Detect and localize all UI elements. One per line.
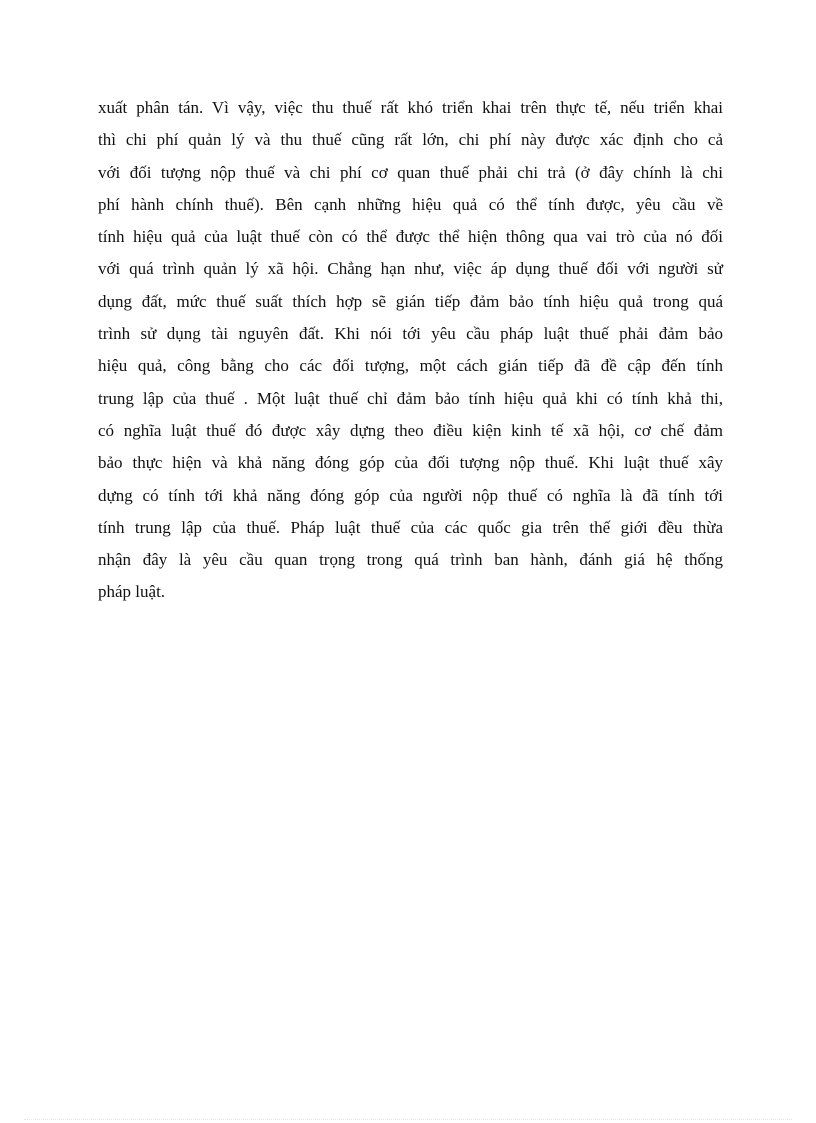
paragraph-line: nhận đây là yêu cầu quan trọng trong quá trình ban hành, đánh giá hệ thống bbox=[98, 550, 723, 570]
paragraph-line: hiệu quả, công bằng cho các đối tượng, một cách gián tiếp đã đề cập đến tính bbox=[98, 356, 723, 376]
paragraph-line: tính trung lập của thuế. Pháp luật thuế của các quốc gia trên thế giới đều thừa bbox=[98, 517, 723, 537]
body-paragraph bbox=[98, 94, 723, 611]
paragraph-line: tính hiệu quả của luật thuế còn có thể được thể hiện thông qua vai trò của nó đối bbox=[98, 227, 723, 247]
paragraph-line: xuất phân tán. Vì vậy, việc thu thuế rất khó triển khai trên thực tế, nếu triển khai bbox=[98, 98, 723, 117]
paragraph-line: thì chi phí quản lý và thu thuế cũng rất lớn, chi phí này được xác định cho cả bbox=[98, 130, 723, 150]
paragraph-line: có nghĩa luật thuế đó được xây dựng theo điều kiện kinh tế xã hội, cơ chế đảm bbox=[98, 420, 723, 440]
paragraph-line: dụng đất, mức thuế suất thích hợp sẽ gián tiếp đảm bảo tính hiệu quả trong quá bbox=[98, 291, 723, 311]
page-bottom-divider bbox=[24, 1119, 792, 1120]
paragraph-last-line: pháp luật. bbox=[98, 582, 166, 602]
paragraph-line: bảo thực hiện và khả năng đóng góp của đối tượng nộp thuế. Khi luật thuế xây bbox=[98, 453, 723, 473]
paragraph-line: trung lập của thuế . Một luật thuế chỉ đảm bảo tính hiệu quả khi có tính khả thi, bbox=[98, 388, 723, 408]
paragraph-line: dựng có tính tới khả năng đóng góp của người nộp thuế có nghĩa là đã tính tới bbox=[98, 485, 723, 505]
paragraph-line: phí hành chính thuế). Bên cạnh những hiệu quả có thể tính được, yêu cầu về bbox=[98, 194, 723, 214]
paragraph-line: với đối tượng nộp thuế và chi phí cơ quan thuế phải chi trả (ở đây chính là chi bbox=[98, 162, 723, 182]
paragraph-line: với quá trình quản lý xã hội. Chẳng hạn như, việc áp dụng thuế đối với người sử bbox=[98, 259, 723, 279]
paragraph-line: trình sử dụng tài nguyên đất. Khi nói tới yêu cầu pháp luật thuế phải đảm bảo bbox=[98, 324, 723, 344]
